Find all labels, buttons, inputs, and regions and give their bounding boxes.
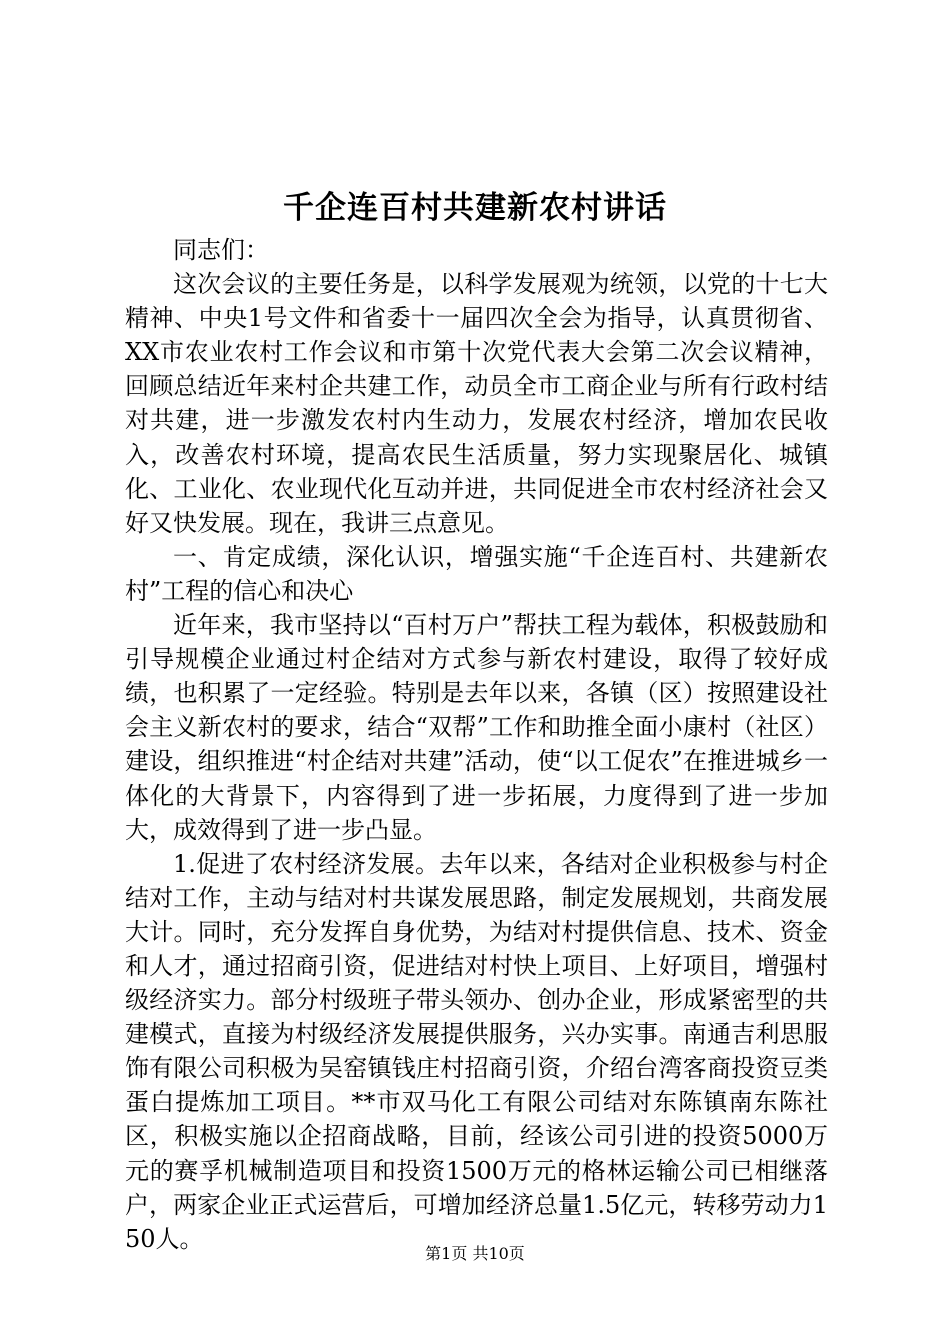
body-paragraph: 1.促进了农村经济发展。去年以来，各结对企业积极参与村企结对工作，主动与结对村共谋发展思路，制定发展规划，共商发展大计。同时，充分发挥自身优势，为结对村提供信息、技术、资金和人才，通过招商引资，促进结对村快上项目、上好项目，增强村级经济实力。部分村级班子带头领办、创办企业，形成紧密型的共建模式，直接为村级经济发展提供服务，兴办实事。南通吉利思服饰有限公司积极为吴窑镇钱庄村招商引资，介绍台湾客商投资豆类蛋白提炼加工项目。**市双马化工有限公司结对东陈镇南东陈社区，积极实施以企招商战略，目前，经该公司引进的投资5000万元的赛孚机械制造项目和投资1500万元的格林运输公司已相继落户，两家企业正式运营后，可增加经济总量1.5亿元，转移劳动力150人。 xyxy=(125,849,828,1253)
page-footer: 第1页 共10页 xyxy=(425,1244,525,1263)
document-body xyxy=(125,233,828,1256)
intro-paragraph: 这次会议的主要任务是，以科学发展观为统领，以党的十七大精神、中央1号文件和省委十一届四次全会为指导，认真贯彻省、XX市农业农村工作会议和市第十次党代表大会第二次会议精神，回顾总结近年来村企共建工作，动员全市工商企业与所有行政村结对共建，进一步激发农村内生动力，发展农村经济，增加农民收入，改善农村环境，提高农民生活质量，努力实现聚居化、城镇化、工业化、农业现代化互动并进，共同促进全市农村经济社会又好又快发展。现在，我讲三点意见。 xyxy=(125,270,828,537)
body-paragraph: 近年来，我市坚持以“百村万户”帮扶工程为载体，积极鼓励和引导规模企业通过村企结对方式参与新农村建设，取得了较好成绩，也积累了一定经验。特别是去年以来，各镇（区）按照建设社会主义新农村的要求，结合“双帮”工作和助推全面小康村（社区）建设，组织推进“村企结对共建”活动，使“以工促农”在推进城乡一体化的大背景下，内容得到了进一步拓展，力度得到了进一步加大，成效得到了进一步凸显。 xyxy=(125,611,828,844)
section-heading-paragraph: 一、肯定成绩，深化认识，增强实施“千企连百村、共建新农村”工程的信心和决心 xyxy=(125,542,828,605)
document-title: 千企连百村共建新农村讲话 xyxy=(283,190,667,226)
salutation-paragraph: 同志们： xyxy=(173,236,269,264)
